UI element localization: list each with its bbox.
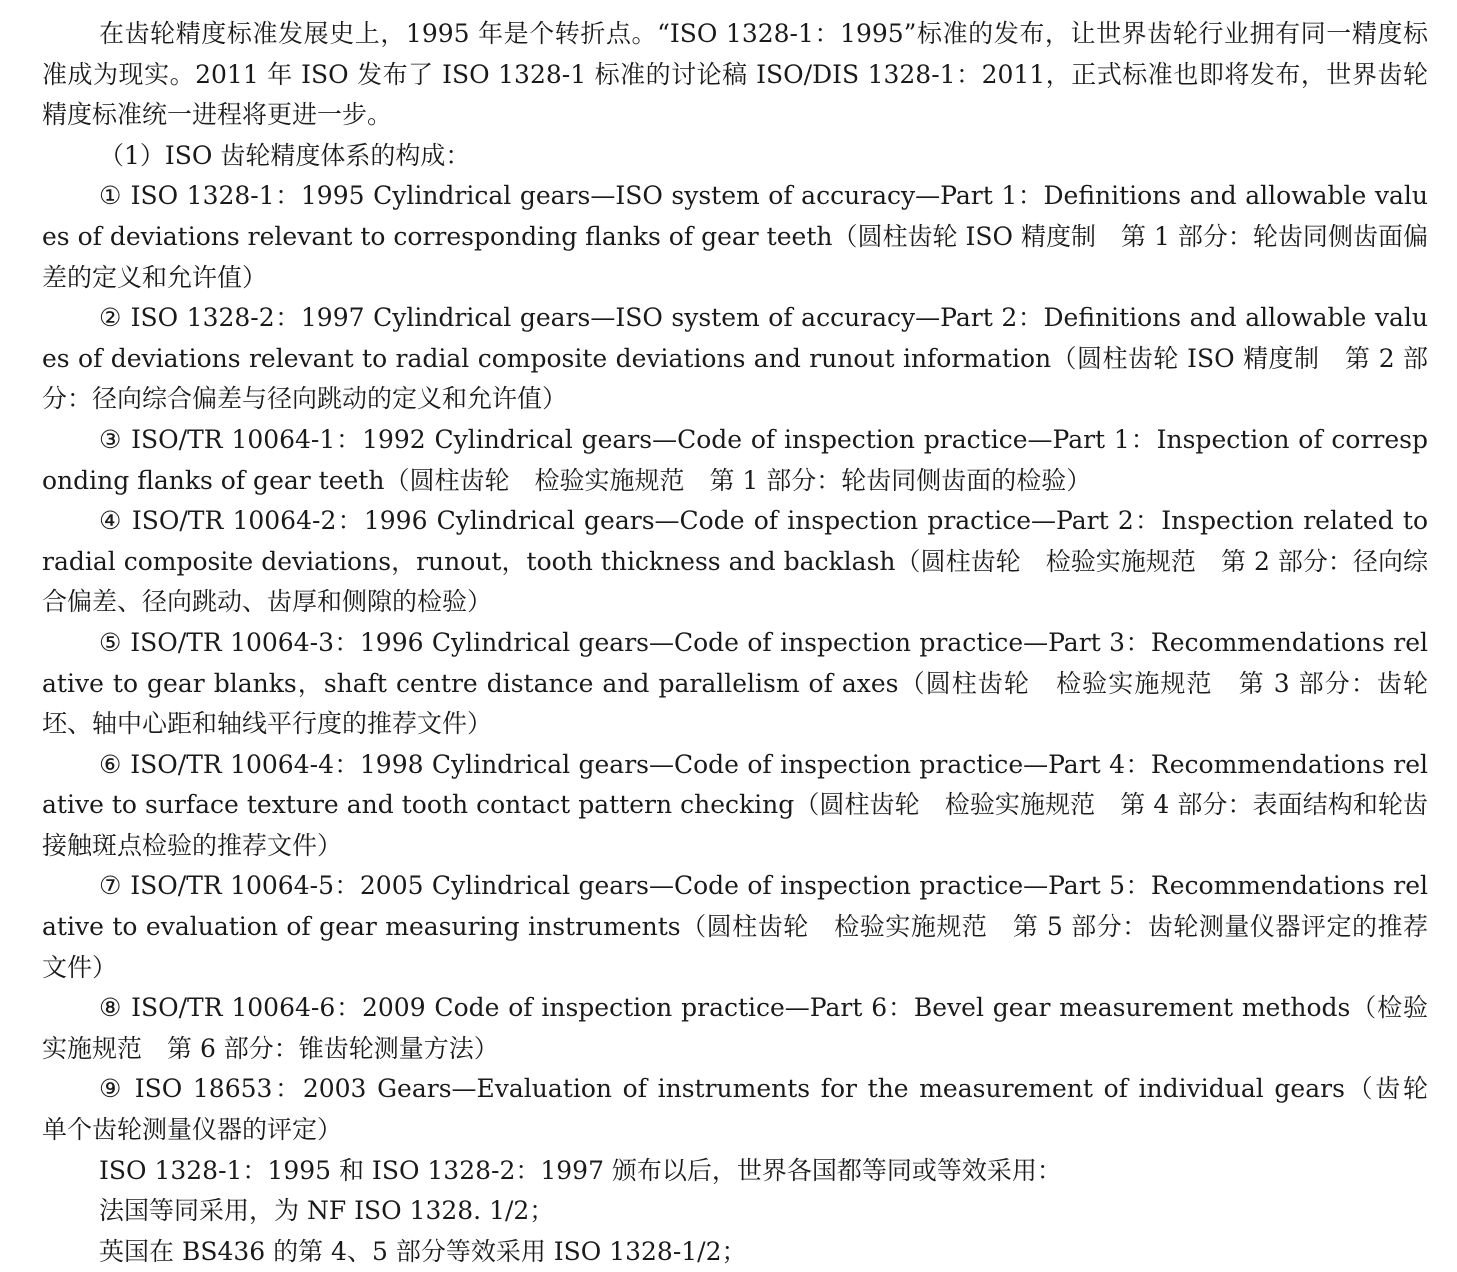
standard-item-3: ③ ISO/TR 10064-1：1992 Cylindrical gears—Code of inspection practice—Part 1：Inspection of corresponding flanks of gear teeth（圆柱齿轮 检验实施规范 第 1 部分：轮齿同侧齿面的检验） xyxy=(42,424,1428,495)
uk-adoption-line: 英国在 BS436 的第 4、5 部分等效采用 ISO 1328-1/2； xyxy=(99,1236,747,1266)
standard-item-7: ⑦ ISO/TR 10064-5：2005 Cylindrical gears—Code of inspection practice—Part 5：Recommendations relative to evaluation of gear measuring instruments（圆柱齿轮 检验实施规范 第 5 部分：齿轮测量仪器评定的推荐文件） xyxy=(42,871,1428,982)
standard-item-2: ② ISO 1328-2：1997 Cylindrical gears—ISO system of accuracy—Part 2：Definitions and allowable values of deviations relevant to radial composite deviations and runout information（圆柱齿轮 ISO 精度制 第 2 部分：径向综合偏差与径向跳动的定义和允许值） xyxy=(42,303,1428,414)
standard-item-6: ⑥ ISO/TR 10064-4：1998 Cylindrical gears—Code of inspection practice—Part 4：Recommendations relative to surface texture and tooth contact pattern checking（圆柱齿轮 检验实施规范 第 4 部分：表面结构和轮齿接触斑点检验的推荐文件） xyxy=(42,749,1428,860)
standard-item-5: ⑤ ISO/TR 10064-3：1996 Cylindrical gears—Code of inspection practice—Part 3：Recommendations relative to gear blanks，shaft centre distance and parallelism of axes（圆柱齿轮 检验实施规范 第 3 部分：齿轮坯、轴中心距和轴线平行度的推荐文件） xyxy=(42,627,1428,739)
standard-item-8: ⑧ ISO/TR 10064-6：2009 Code of inspection practice—Part 6：Bevel gear measurement methods（检验实施规范 第 6 部分：锥齿轮测量方法） xyxy=(42,993,1428,1063)
document-page xyxy=(42,14,1454,1272)
standard-item-4: ④ ISO/TR 10064-2：1996 Cylindrical gears—Code of inspection practice—Part 2：Inspection related to radial composite deviations，runout，tooth thickness and backlash（圆柱齿轮 检验实施规范 第 2 部分：径向综合偏差、径向跳动、齿厚和侧隙的检验） xyxy=(42,506,1428,617)
section-heading: （1）ISO 齿轮精度体系的构成： xyxy=(99,140,471,170)
intro-paragraph: 在齿轮精度标准发展史上，1995 年是个转折点。“ISO 1328-1：1995”标准的发布，让世界齿轮行业拥有同一精度标准成为现实。2011 年 ISO 发布了 ISO 1328-1 标准的讨论稿 ISO/DIS 1328-1：2011，正式标准也即将发布，世界齿轮精度标准统一进程将更进一步。 xyxy=(42,19,1428,130)
adoption-paragraph: ISO 1328-1：1995 和 ISO 1328-2：1997 颁布以后，世界各国都等同或等效采用： xyxy=(99,1155,1062,1185)
standard-item-9: ⑨ ISO 18653：2003 Gears—Evaluation of instruments for the measurement of individual gears（齿轮 单个齿轮测量仪器的评定） xyxy=(42,1074,1454,1145)
standard-item-1: ① ISO 1328-1：1995 Cylindrical gears—ISO system of accuracy—Part 1：Definitions and allowable values of deviations relevant to corresponding flanks of gear teeth（圆柱齿轮 ISO 精度制 第 1 部分：轮齿同侧齿面偏差的定义和允许值） xyxy=(42,181,1428,292)
france-adoption-line: 法国等同采用，为 NF ISO 1328. 1/2； xyxy=(99,1196,555,1226)
